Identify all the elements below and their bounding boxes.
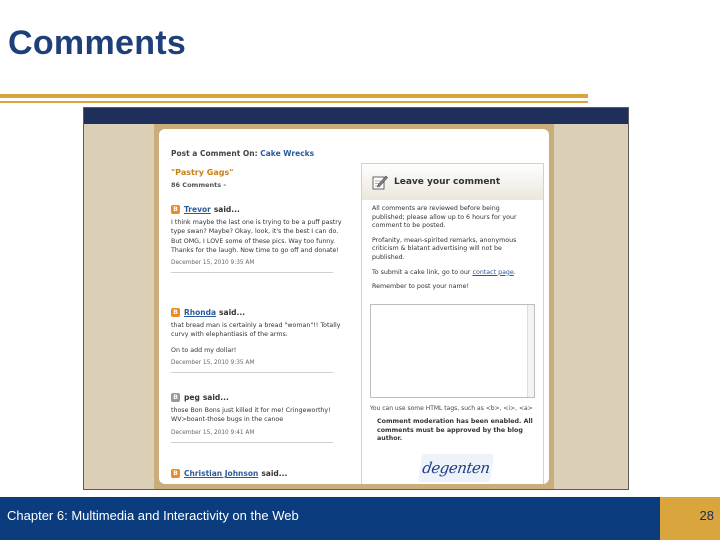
comment-item <box>171 392 343 443</box>
browser-top-bar <box>84 108 628 124</box>
comment-item <box>171 468 343 479</box>
page-number: 28 <box>699 508 714 523</box>
comment-header <box>171 468 343 479</box>
post-heading-prefix: Post a Comment On: <box>171 149 258 158</box>
comment-timestamp[interactable]: December 15, 2010 9:41 AM <box>171 429 255 436</box>
pencil-paper-icon <box>372 174 388 190</box>
blogger-icon: B <box>171 205 180 214</box>
moderation-note: Comment moderation has been enabled. All comments must be approved by the blog author. <box>377 418 533 443</box>
comment-divider <box>171 372 333 373</box>
cake-link-note-prefix: To submit a cake link, go to our <box>372 268 471 276</box>
blogger-icon: B <box>171 469 180 478</box>
comment-item <box>171 204 343 273</box>
comment-page-frame <box>154 124 554 489</box>
comment-body: that bread man is certainly a bread "woman"!! Totally curvy with elephantiasis of the arms. <box>171 322 341 339</box>
comment-divider <box>171 442 333 443</box>
said-label: said... <box>213 205 240 214</box>
comment-header <box>171 307 343 318</box>
leave-comment-title: Leave your comment <box>394 177 501 187</box>
policy-note: Profanity, mean-spirited remarks, anonymous criticism & blatant advertising will not be published. <box>372 236 517 261</box>
said-label: said... <box>219 308 246 317</box>
captcha-image: degenten <box>418 454 494 482</box>
comment-divider <box>171 272 333 273</box>
comment-item <box>171 307 343 373</box>
comment-timestamp[interactable]: December 15, 2010 9:35 AM <box>171 359 255 366</box>
blog-screenshot <box>83 107 629 490</box>
leave-comment-panel <box>361 163 544 484</box>
comment-author-link[interactable]: Trevor <box>184 205 211 214</box>
footer-chapter-text: Chapter 6: Multimedia and Interactivity on the Web <box>7 508 299 523</box>
slide-title: Comments <box>8 24 187 62</box>
review-note: All comments are reviewed before being published; please allow up to 6 hours for your comment to be posted. <box>372 205 517 230</box>
blog-name-link[interactable]: Cake Wrecks <box>260 149 315 158</box>
page-background-right <box>553 124 628 489</box>
cake-link-note <box>372 269 533 278</box>
slide-footer <box>0 497 720 540</box>
anonymous-user-icon: B <box>171 393 180 402</box>
cake-link-note-suffix: . <box>513 268 516 276</box>
leave-comment-header <box>362 164 543 200</box>
page-background-left <box>84 124 154 489</box>
said-label: said... <box>261 469 288 478</box>
title-underline-thick <box>0 94 588 98</box>
blogger-icon: B <box>171 308 180 317</box>
comment-count[interactable]: 86 Comments - <box>171 181 227 189</box>
comment-body: those Bon Bons just killed it for me! Cringeworthy! WV>boant-those bugs in the canoe <box>171 407 331 424</box>
comment-author-link[interactable]: Rhonda <box>184 308 217 317</box>
comment-textarea[interactable] <box>370 304 535 398</box>
page-number-box <box>660 497 720 540</box>
textarea-scrollbar[interactable] <box>527 305 534 397</box>
comment-author: peg <box>184 393 200 402</box>
name-reminder: Remember to post your name! <box>372 283 470 291</box>
comment-body-extra: On to add my dollar! <box>171 346 237 354</box>
comment-timestamp[interactable]: December 15, 2010 9:35 AM <box>171 260 255 267</box>
comment-page <box>159 129 549 484</box>
comment-author-link[interactable]: Christian Johnson <box>184 469 259 478</box>
comment-header <box>171 204 343 215</box>
comment-header <box>171 392 343 403</box>
post-heading <box>171 149 314 158</box>
said-label: said... <box>202 393 229 402</box>
contact-page-link[interactable]: contact page <box>472 268 514 276</box>
html-tags-note: You can use some HTML tags, such as <b>, <i>, <a> <box>370 405 533 412</box>
comment-body: I think maybe the last one is trying to be a puff pastry type swan? Maybe? Okay, look, it's the best I can do. But OMG, I LOVE some of these pics. Way too funny. Thanks for the laugh. Now time to go off and donate! <box>171 219 342 254</box>
post-title: "Pastry Gags" <box>171 168 234 177</box>
title-underline-thin <box>0 101 588 103</box>
leave-comment-instructions <box>362 200 543 292</box>
